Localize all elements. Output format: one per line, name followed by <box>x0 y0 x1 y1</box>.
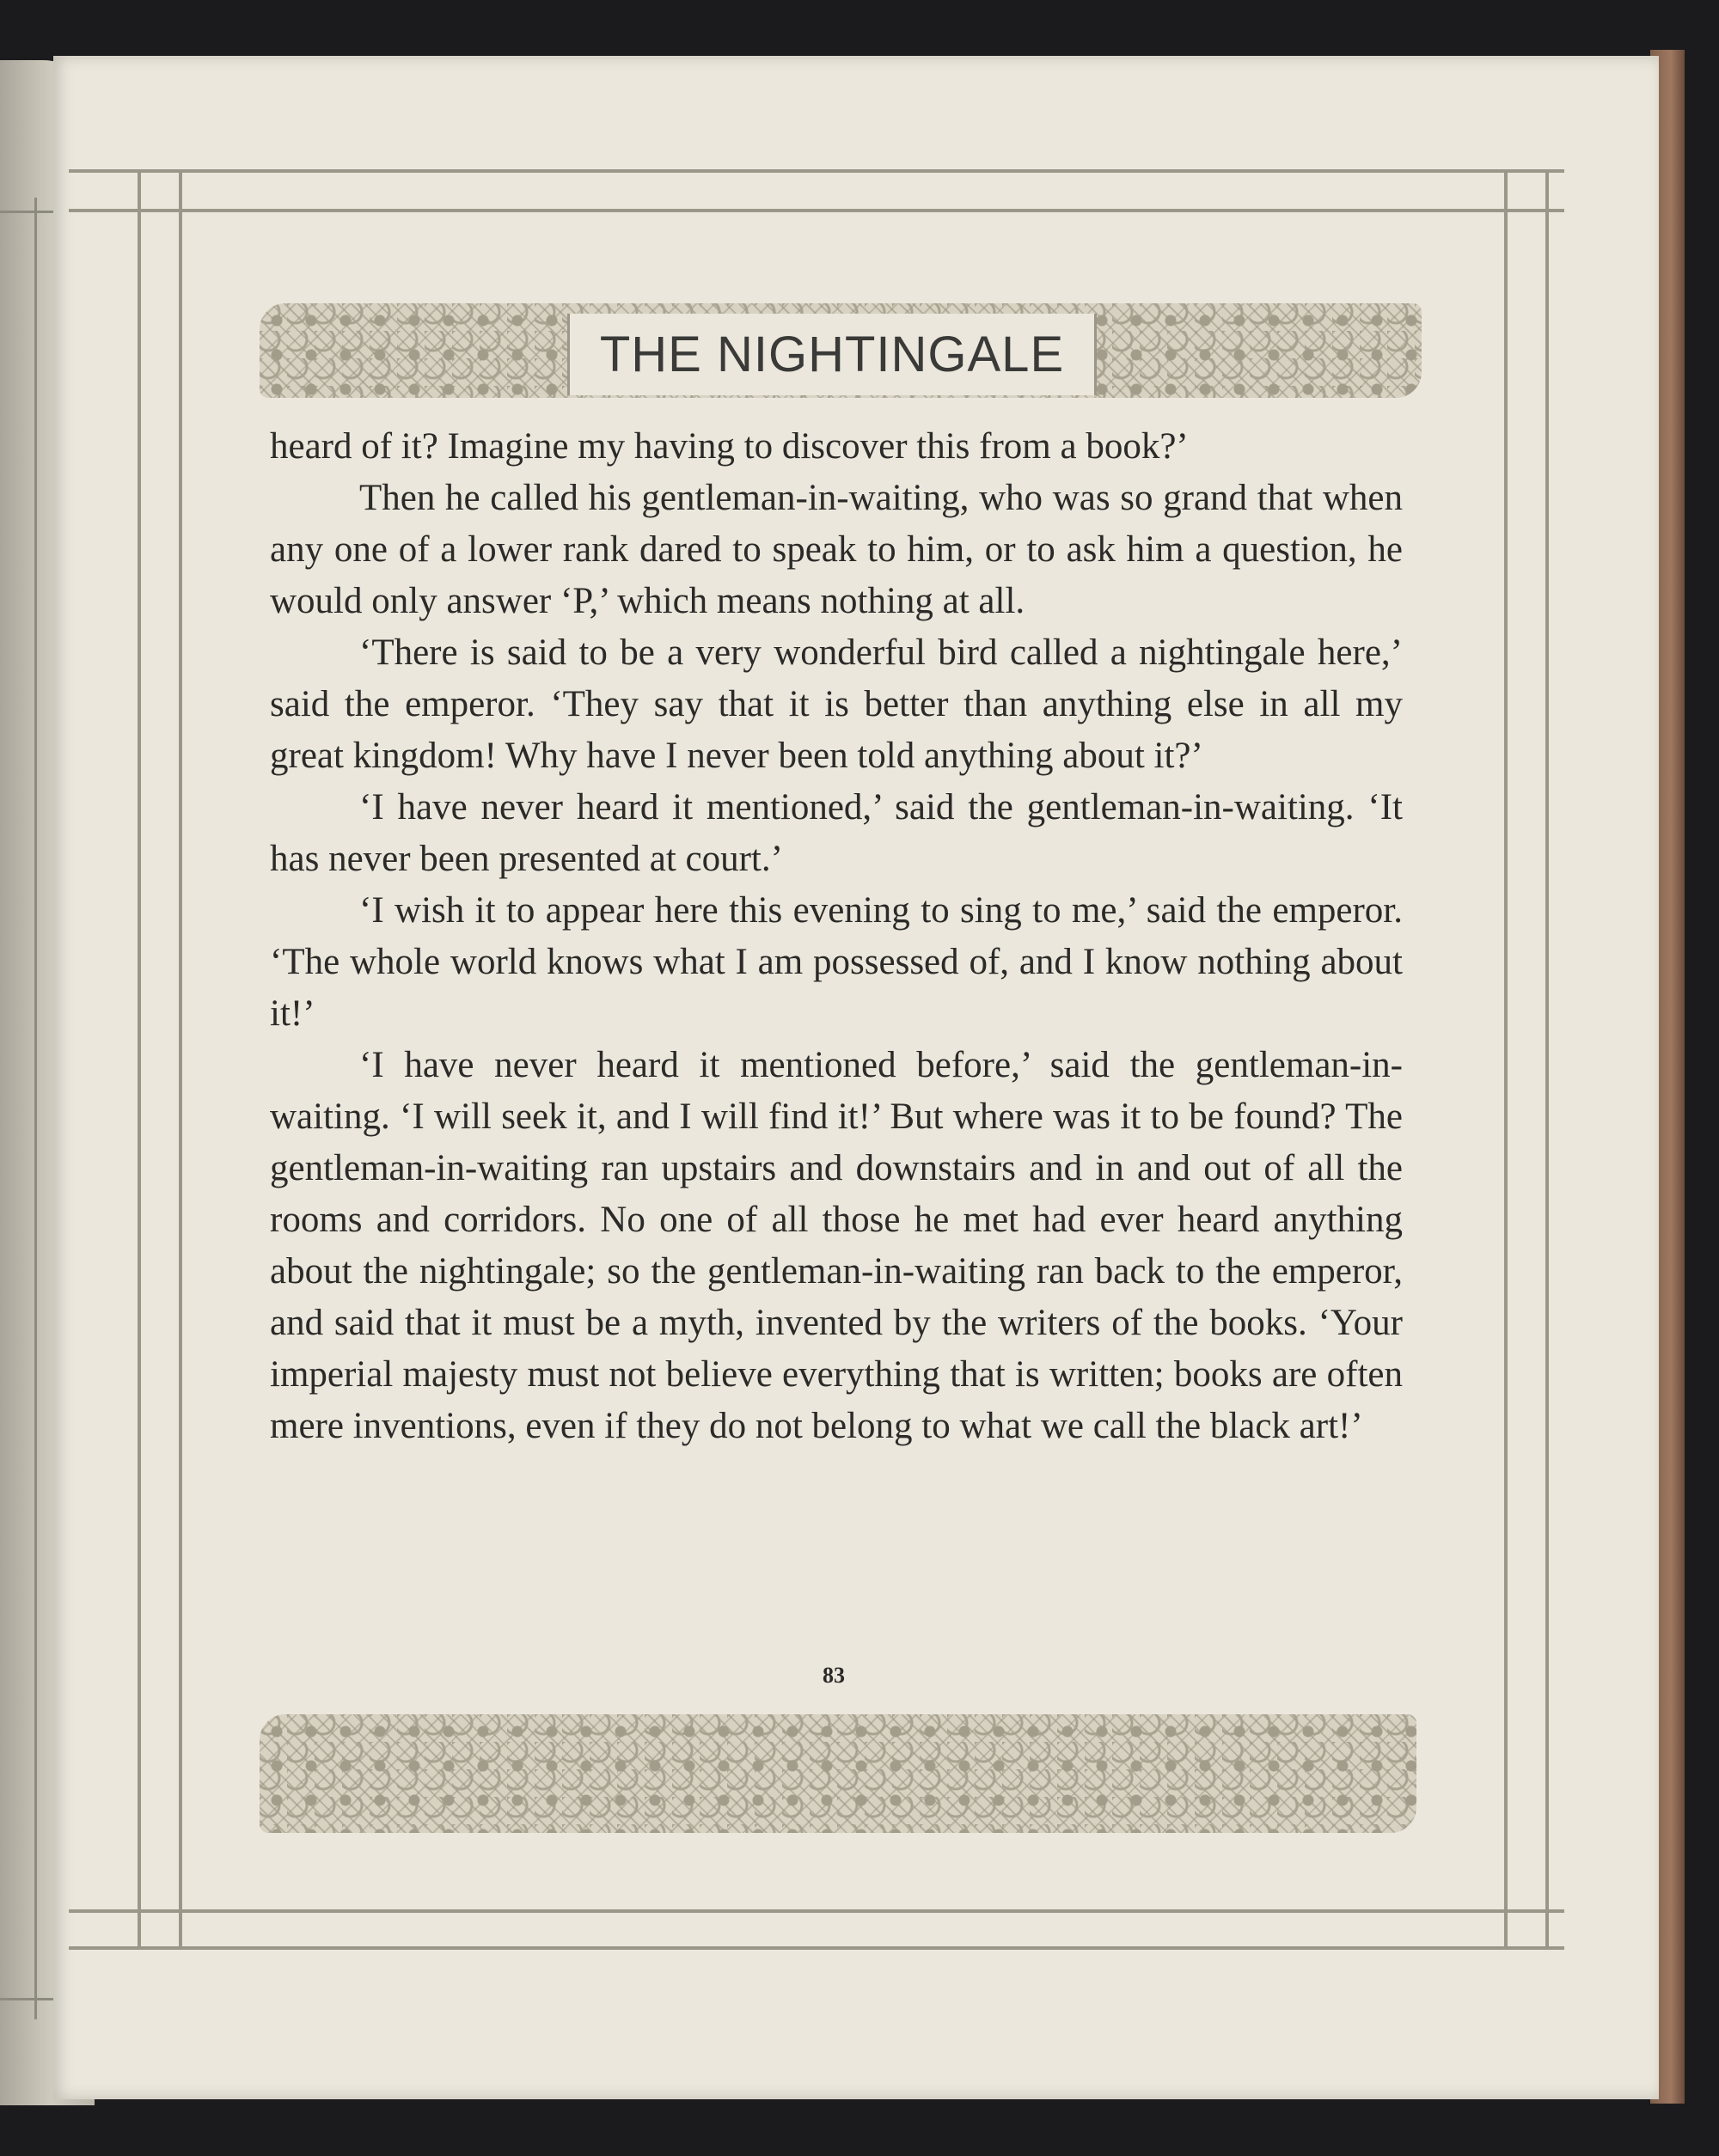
frame-line <box>69 209 1564 212</box>
frame-line <box>69 1909 1564 1913</box>
paragraph: Then he called his gentleman-in-waiting, who was so grand that when any one of a lower rank dared to speak to him, or to ask him a question, he would only answer ‘P,’ which means nothing at all. <box>270 478 1403 621</box>
paragraph: heard of it? Imagine my having to discover this from a book?’ <box>270 426 1189 467</box>
page-number: 83 <box>823 1663 845 1688</box>
footer-ornament <box>260 1714 1416 1833</box>
paragraph: ‘I have never heard it mentioned,’ said the gentleman-in-waiting. ‘It has never been presented at court.’ <box>270 787 1403 879</box>
frame-line <box>1545 169 1549 1950</box>
paragraph: ‘I wish it to appear here this evening to sing to me,’ said the emperor. ‘The whole world knows what I am possessed of, and I know nothing about it!’ <box>270 890 1403 1034</box>
page-title: THE NIGHTINGALE <box>599 327 1065 382</box>
body-text <box>270 421 1403 1452</box>
frame-line <box>69 1946 1564 1950</box>
frame-line <box>138 169 141 1950</box>
paragraph: ‘I have never heard it mentioned before,’ said the gentleman-in-waiting. ‘I will seek it, and I will find it!’ But where was it to be found? The gentleman-in-waiting ran upstairs and downstairs and in and out of all the rooms and corridors. No one of all those he met had ever heard anything about the nightingale; so the gentleman-in-waiting ran back to the emperor, and said that it must be a myth, invented by the writers of the books. ‘Your imperial majesty must not believe everything that is written; books are often mere inventions, even if they do not belong to what we call the black art!’ <box>270 1045 1403 1446</box>
running-header <box>567 314 1097 395</box>
paragraph: ‘There is said to be a very wonderful bird called a nightingale here,’ said the emperor. ‘They say that it is better than anything else in all my great kingdom! Why have I never been told anything about it?’ <box>270 632 1403 776</box>
frame-line <box>179 169 182 1950</box>
frame-line <box>1504 169 1508 1950</box>
left-page-frame-line <box>34 198 37 2019</box>
frame-line <box>69 169 1564 173</box>
